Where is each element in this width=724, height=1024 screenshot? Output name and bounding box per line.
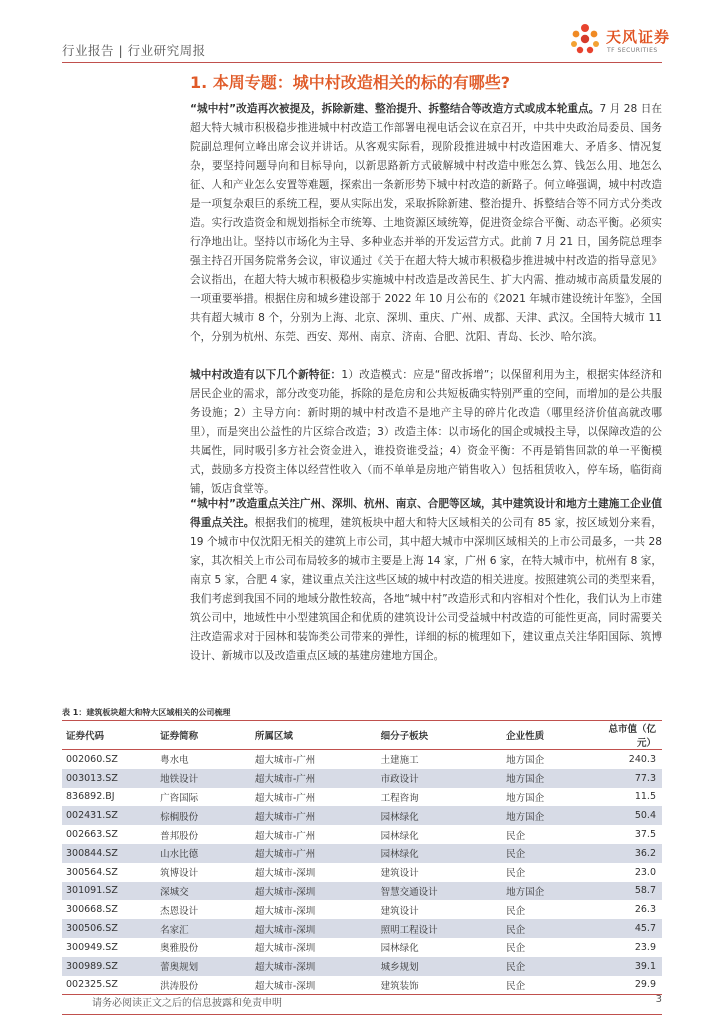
report-category: 行业报告 | 行业研究周报 xyxy=(62,43,206,58)
cell-ownership: 地方国企 xyxy=(502,806,597,825)
cell-code: 002431.SZ xyxy=(62,806,156,825)
cell-region: 超大城市-广州 xyxy=(251,806,377,825)
cell-region: 超大城市-深圳 xyxy=(251,957,377,976)
cell-name: 粤水电 xyxy=(160,755,189,767)
cell-subsector: 建筑设计 xyxy=(380,905,419,917)
cell-ownership: 地方国企 xyxy=(506,792,545,804)
table-row xyxy=(62,957,662,976)
cell-subsector: 土建施工 xyxy=(380,755,419,767)
cell-subsector: 园林绿化 xyxy=(380,830,419,842)
footer-divider xyxy=(62,1014,662,1015)
cell-region: 超大城市-广州 xyxy=(254,755,316,767)
cell-region: 超大城市-深圳 xyxy=(254,868,316,880)
col-header-ownership: 企业性质 xyxy=(502,721,597,750)
cell-name: 普邦股份 xyxy=(160,830,199,842)
page-number: 3 xyxy=(655,994,662,1005)
cell-market-cap: 45.7 xyxy=(597,919,662,938)
paragraph-2 xyxy=(190,366,662,499)
cell-ownership: 民企 xyxy=(502,957,597,976)
cell-subsector: 城乡规划 xyxy=(377,957,502,976)
cell-name: 深城交 xyxy=(156,882,251,901)
header-divider xyxy=(62,62,662,63)
table-row xyxy=(62,919,662,938)
section-title: 1. 本周专题：城中村改造相关的标的有哪些? xyxy=(190,73,511,92)
cell-market-cap: 29.9 xyxy=(597,976,662,995)
cell-ownership: 民企 xyxy=(506,868,526,880)
cell-code: 002060.SZ xyxy=(66,753,118,765)
table-row xyxy=(62,769,662,788)
disclaimer-text: 请务必阅读正文之后的信息披露和免责申明 xyxy=(92,998,282,1009)
paragraph-2-body: 1）改造模式：应是“留改拆增”；以保留利用为主，根据实体经济和居民企业的需求，部分改变功能，拆除的是危房和公共短板确实特别严重的空间，而增加的是公共服务设施；2）主导方向：新时期的城中村改造不是地产主导的碎片化改造（哪里经济价值高就改哪里），而是突出公益性的片区综合改造；3）改造主体：以市场化的国企或城投主导，以保障改造的公共属性，同时吸引多方社会资金进入，谁投资谁受益；4）资金平衡：不再是销售回款的单一平衡模式，鼓励多方投资主体以经营性收入（而不单单是房地产销售收入）包括租赁收入，停车场，临街商铺，饭店食堂等。 xyxy=(190,369,663,495)
cell-ownership: 地方国企 xyxy=(506,755,545,767)
paragraph-3 xyxy=(190,495,662,666)
cell-code: 300989.SZ xyxy=(62,957,156,976)
cell-market-cap: 240.3 xyxy=(628,753,656,765)
paragraph-3-lead: “城中村”改造重点关注广州、深圳、杭州、南京、合肥等区域，其中建筑设计和地方土建施工企业值得重点关注。 xyxy=(190,498,662,529)
cell-region: 超大城市-深圳 xyxy=(254,905,316,917)
cell-ownership: 民企 xyxy=(502,844,597,863)
cell-code: 300844.SZ xyxy=(62,844,156,863)
col-header-subsector: 细分子板块 xyxy=(377,721,502,750)
cell-region: 超大城市-深圳 xyxy=(251,976,377,995)
cell-ownership: 民企 xyxy=(506,830,526,842)
cell-ownership: 民企 xyxy=(506,905,526,917)
table-row xyxy=(62,976,662,995)
cell-code: 836892.BJ xyxy=(66,791,115,803)
cell-region: 超大城市-深圳 xyxy=(251,919,377,938)
cell-name: 洪涛股份 xyxy=(156,976,251,995)
logo-name-cn: 天风证券 xyxy=(606,28,671,46)
cell-market-cap: 11.5 xyxy=(634,791,656,803)
cell-ownership: 民企 xyxy=(502,919,597,938)
cell-ownership: 民企 xyxy=(502,976,597,995)
cell-market-cap: 50.4 xyxy=(597,806,662,825)
cell-name: 广咨国际 xyxy=(160,792,199,804)
cell-ownership: 民企 xyxy=(506,943,526,955)
cell-code: 300506.SZ xyxy=(62,919,156,938)
table-row xyxy=(62,844,662,863)
table-row xyxy=(62,788,662,807)
cell-ownership: 地方国企 xyxy=(502,769,597,788)
cell-region: 超大城市-广州 xyxy=(254,830,316,842)
paragraph-2-lead: 城中村改造有以下几个新特征： xyxy=(190,369,342,381)
cell-market-cap: 77.3 xyxy=(597,769,662,788)
cell-subsector: 照明工程设计 xyxy=(377,919,502,938)
cell-name: 奥雅股份 xyxy=(160,943,199,955)
logo-name-en: TF SECURITIES xyxy=(607,47,658,54)
cell-code: 300949.SZ xyxy=(66,941,118,953)
col-header-region: 所属区域 xyxy=(251,721,377,750)
paragraph-1-lead: “城中村”改造再次被提及，拆除新建、整治提升、拆整结合等改造方式或成本轮重点。 xyxy=(190,103,600,115)
cell-code: 002663.SZ xyxy=(66,829,118,841)
cell-name: 山水比德 xyxy=(156,844,251,863)
cell-name: 地铁设计 xyxy=(156,769,251,788)
cell-name: 筑博设计 xyxy=(160,868,199,880)
cell-market-cap: 36.2 xyxy=(597,844,662,863)
paragraph-1 xyxy=(190,100,662,347)
cell-name: 棕榈股份 xyxy=(156,806,251,825)
cell-subsector: 建筑装饰 xyxy=(377,976,502,995)
cell-code: 002325.SZ xyxy=(62,976,156,995)
cell-subsector: 智慧交通设计 xyxy=(377,882,502,901)
col-header-name: 证券简称 xyxy=(156,721,251,750)
cell-market-cap: 23.9 xyxy=(634,941,656,953)
cell-subsector: 建筑设计 xyxy=(380,868,419,880)
col-header-code: 证券代码 xyxy=(62,721,156,750)
table-row xyxy=(62,806,662,825)
cell-market-cap: 37.5 xyxy=(634,829,656,841)
cell-code: 301091.SZ xyxy=(62,882,156,901)
table-row xyxy=(62,938,662,957)
table-caption: 表 1：建筑板块超大和特大区域相关的公司梳理 xyxy=(62,708,231,717)
cell-region: 超大城市-广州 xyxy=(251,844,377,863)
table-row xyxy=(62,750,662,769)
paragraph-3-body: 根据我们的梳理，建筑板块中超大和特大区域相关的公司有 85 家，按区域划分来看，19 个城市中仅沈阳无相关的建筑上市公司，其中超大城市中深圳区域相关的上市公司最多，一共 28 家，其次相关上市公司布局较多的城市主要是上海 14 家，广州 6 家，在特大城市中，杭州有 8 家，南京 5 家，合肥 4 家，建议重点关注这些区域的城中村改造的相关进度。按照建筑公司的类型来看，我们考虑到我国不同的地域分散性较高，各地“城中村”改造形式和内容相对个性化，我们认为上市建筑公司中，地域性中小型建筑国企和优质的建筑设计公司受益城中村改造的可能性更高，同时需要关注改造需求对于园林和装饰类公司带来的弹性，详细的标的梳理如下，建议重点关注华阳国际、筑博设计、新城市以及改造重点区域的基建房建地方国企。 xyxy=(190,517,663,662)
cell-market-cap: 58.7 xyxy=(597,882,662,901)
table-row xyxy=(62,882,662,901)
cell-name: 名家汇 xyxy=(156,919,251,938)
cell-region: 超大城市-广州 xyxy=(251,769,377,788)
cell-region: 超大城市-深圳 xyxy=(251,882,377,901)
table-row xyxy=(62,900,662,919)
table-row xyxy=(62,825,662,844)
cell-subsector: 工程咨询 xyxy=(380,792,419,804)
cell-code: 300668.SZ xyxy=(66,904,118,916)
cell-subsector: 园林绿化 xyxy=(377,806,502,825)
col-header-market-cap: 总市值（亿元） xyxy=(597,721,662,750)
cell-market-cap: 39.1 xyxy=(597,957,662,976)
logo-mark-icon xyxy=(568,22,602,56)
cell-ownership: 地方国企 xyxy=(502,882,597,901)
table-header-row xyxy=(62,721,662,750)
brand-logo xyxy=(568,18,678,62)
cell-market-cap: 23.0 xyxy=(634,866,656,878)
cell-subsector: 市政设计 xyxy=(377,769,502,788)
cell-name: 杰恩设计 xyxy=(160,905,199,917)
paragraph-1-body: 7 月 28 日在超大特大城市积极稳步推进城中村改造工作部署电视电话会议在京召开，中共中央政治局委员、国务院副总理何立峰出席会议并讲话。从客观实际看，现阶段推进城中村改造困难大、矛盾多、情况复杂，要坚持问题导向和目标导向，以新思路新方式破解城中村改造中账怎么算、钱怎么用、地怎么征、人和产业怎么安置等难题，探索出一条新形势下城中村改造的新路子。何立峰强调，城中村改造是一项复杂艰巨的系统工程，要从实际出发，采取拆除新建、整治提升、拆整结合等不同方式分类改造。实行改造资金和规划指标全市统筹、土地资源区域统筹，促进资金综合平衡、动态平衡。必须实行净地出让。坚持以市场化为主导、多种业态并举的开发运营方式。此前 7 月 21 日，国务院总理李强主持召开国务院常务会议，审议通过《关于在超大特大城市积极稳步推进城中村改造的指导意见》会议指出，在超大特大城市积极稳步实施城中村改造是改善民生、扩大内需、推动城市高质量发展的一项重要举措。根据住房和城乡建设部于 2022 年 10 月公布的《2021 年城市建设统计年鉴》，全国共有超大城市 8 个，分别为上海、北京、深圳、重庆、广州、成都、天津、武汉。全国特大城市 11 个，分别为杭州、东莞、西安、郑州、南京、济南、合肥、沈阳、青岛、长沙、哈尔滨。 xyxy=(190,103,662,343)
table-row xyxy=(62,863,662,882)
cell-code: 003013.SZ xyxy=(62,769,156,788)
cell-code: 300564.SZ xyxy=(66,866,118,878)
cell-subsector: 园林绿化 xyxy=(380,943,419,955)
cell-region: 超大城市-深圳 xyxy=(254,943,316,955)
cell-region: 超大城市-广州 xyxy=(254,792,316,804)
cell-name: 蕾奥规划 xyxy=(156,957,251,976)
cell-market-cap: 26.3 xyxy=(634,904,656,916)
cell-subsector: 园林绿化 xyxy=(377,844,502,863)
company-table xyxy=(62,720,662,995)
